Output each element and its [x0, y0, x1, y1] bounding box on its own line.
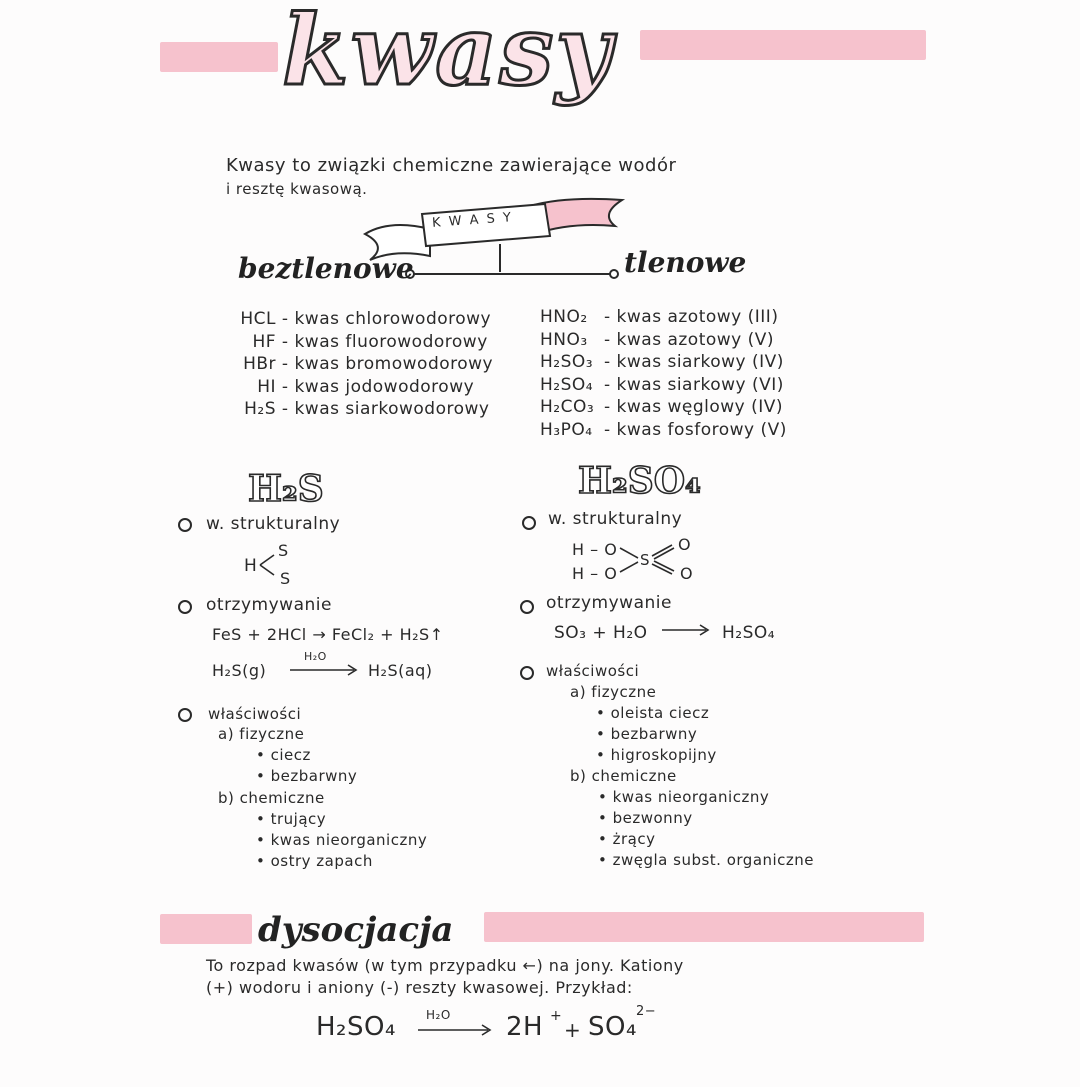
list-item [540, 396, 787, 419]
equation-over: H₂O [426, 1008, 451, 1022]
h2so4-heading: H₂SO₄ [578, 460, 701, 502]
acid-formula: HBr [243, 354, 276, 374]
h2so4-reaction-right: H₂SO₄ [722, 623, 776, 643]
h2s-reaction-2-left: H₂S(g) [212, 661, 267, 680]
list-item: • zwęgla subst. organiczne [598, 851, 815, 869]
acid-formula: HNO₃ [540, 329, 588, 350]
intro-line-1: Kwasy to związki chemiczne zawierające wodór [226, 155, 677, 176]
acid-formula: H₂SO₄ [540, 374, 594, 395]
list-item: • żrący [598, 830, 656, 848]
list-item [540, 329, 787, 352]
list-item: • kwas nieorganiczny [256, 831, 428, 849]
title-band-left [160, 42, 278, 72]
dissociation-heading: dysocjacja [258, 910, 454, 950]
acid-formula: H₂S [244, 399, 276, 419]
category-beztlenowe: beztlenowe [238, 252, 414, 285]
dissociation-band-right [484, 912, 924, 942]
h2s-chemical-label: b) chemiczne [218, 789, 325, 807]
equation-so4: SO₄ [588, 1012, 637, 1042]
equation-h: 2H [506, 1012, 544, 1042]
h2so4-properties-label: właściwości [546, 662, 640, 680]
acid-name: - kwas węglowy (IV) [604, 397, 784, 417]
h2s-struct-s1: S [278, 541, 289, 560]
acid-name: - kwas siarkowodorowy [281, 399, 490, 419]
h2so4-physical-label: a) fizyczne [570, 683, 657, 701]
bullet-icon [520, 600, 534, 614]
h2s-physical-label: a) fizyczne [218, 725, 305, 743]
list-item [230, 376, 493, 399]
acid-name: - kwas jodowodorowy [281, 376, 475, 397]
h2so4-struct-o2: O [680, 564, 694, 583]
list-item: • bezwonny [598, 809, 693, 827]
h2so4-struct-ho-2: H – O [572, 564, 618, 583]
h2s-reaction-1: FeS + 2HCl → FeCl₂ + H₂S↑ [212, 625, 444, 644]
equation-left: H₂SO₄ [316, 1012, 396, 1042]
list-item [230, 331, 493, 354]
list-item [540, 374, 787, 397]
acid-name: - kwas siarkowy (VI) [604, 374, 784, 395]
h2so4-struct-o1: O [678, 535, 692, 554]
bullet-icon [522, 516, 536, 530]
branch-line [404, 264, 624, 284]
arrow-icon [418, 1024, 494, 1036]
banner-label: K W A S Y [431, 210, 514, 231]
h2s-reaction-2-over: H₂O [304, 650, 327, 663]
acid-formula: HNO₂ [540, 307, 588, 327]
equation-h-charge: + [550, 1008, 563, 1024]
equation-so4-charge: 2− [636, 1004, 657, 1019]
list-tlenowe [540, 306, 787, 441]
acid-formula: H₂SO₃ [540, 352, 594, 372]
arrow-icon [662, 624, 712, 636]
list-item [230, 353, 493, 376]
list-item: • bezbarwny [256, 767, 358, 785]
list-item [540, 306, 787, 329]
list-beztlenowe [230, 308, 493, 421]
acid-name: - kwas siarkowy (IV) [604, 352, 784, 372]
h2s-reaction-2-right: H₂S(aq) [368, 661, 433, 680]
acid-formula: HF [252, 331, 276, 352]
acid-name: - kwas bromowodorowy [281, 354, 494, 374]
h2s-properties-label: właściwości [208, 705, 302, 723]
h2s-obtaining-label: otrzymywanie [206, 595, 332, 615]
h2so4-struct-ho-1: H – O [572, 540, 618, 559]
bullet-icon [178, 600, 192, 614]
list-item: • bezbarwny [596, 725, 698, 743]
h2s-struct-h: H [244, 556, 258, 576]
h2so4-chemical-label: b) chemiczne [570, 767, 677, 785]
acid-name: - kwas fluorowodorowy [281, 331, 488, 352]
h2so4-struct-s: S [640, 551, 651, 569]
dissociation-band-left [160, 914, 252, 944]
bullet-icon [178, 518, 192, 532]
acid-formula: H₃PO₄ [540, 419, 593, 440]
title-band-right [640, 30, 926, 60]
list-item [230, 308, 493, 331]
page-title: kwasy [282, 0, 614, 107]
bullet-icon [178, 708, 192, 722]
list-item: • kwas nieorganiczny [598, 788, 770, 806]
acid-formula: HCL [240, 309, 276, 329]
list-item: • higroskopijny [596, 746, 717, 764]
list-item: • ciecz [256, 746, 311, 764]
list-item: • oleista ciecz [596, 704, 710, 722]
h2s-structural-label: w. strukturalny [206, 514, 341, 534]
acid-name: - kwas azotowy (V) [604, 329, 775, 350]
acid-name: - kwas chlorowodorowy [281, 309, 492, 329]
h2so4-reaction-left: SO₃ + H₂O [554, 623, 648, 643]
acid-name: - kwas fosforowy (V) [604, 419, 787, 440]
h2so4-obtaining-label: otrzymywanie [546, 593, 672, 613]
list-item [230, 398, 493, 421]
list-item [540, 419, 787, 442]
list-item: • trujący [256, 810, 327, 828]
arrow-icon [290, 664, 360, 676]
acid-name: - kwas azotowy (III) [604, 307, 779, 327]
list-item: • ostry zapach [256, 852, 373, 870]
h2so4-structural-label: w. strukturalny [548, 509, 683, 529]
acid-formula: H₂CO₃ [540, 397, 595, 417]
dissociation-line-2: (+) wodoru i aniony (-) reszty kwasowej. Przykład: [206, 978, 633, 997]
category-tlenowe: tlenowe [624, 246, 747, 279]
intro-line-2: i resztę kwasową. [226, 180, 368, 198]
equation-plus: + [564, 1018, 582, 1042]
dissociation-line-1: To rozpad kwasów (w tym przypadku ←) na jony. Kationy [206, 956, 684, 975]
h2s-heading: H₂S [248, 468, 324, 510]
list-item [540, 351, 787, 374]
bullet-icon [520, 666, 534, 680]
h2s-struct-s2: S [280, 569, 291, 588]
acid-formula: HI [257, 376, 276, 397]
